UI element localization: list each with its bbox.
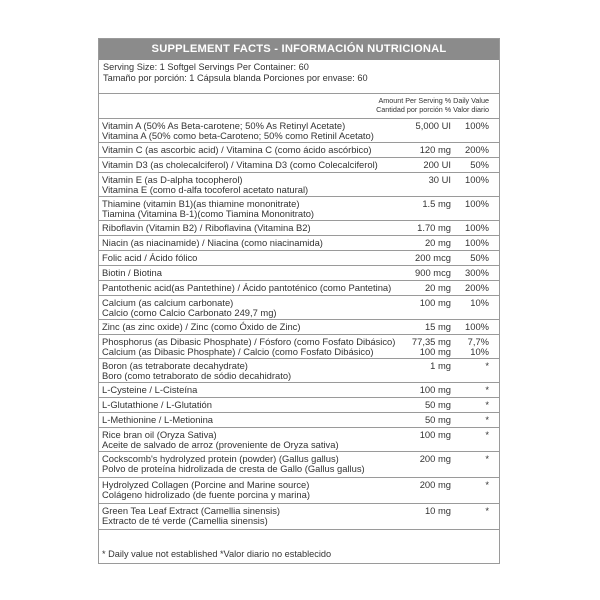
amount-per-serving — [422, 199, 451, 209]
amount-per-serving-line: 50 mg — [424, 414, 451, 425]
daily-value-line: 100% — [465, 222, 489, 233]
daily-value — [485, 506, 489, 516]
nutrient-name-line: Zinc (as zinc oxide) / Zinc (como Óxido de Zinc) — [102, 321, 301, 332]
nutrient-name-line: Boro (como tetraborato de sódio decahidrato) — [102, 370, 292, 382]
daily-value-line: 100% — [465, 321, 489, 332]
table-row — [99, 452, 499, 478]
amount-per-serving-line: 100 mg — [419, 429, 451, 440]
amount-per-serving-line: 100 mg — [419, 384, 451, 395]
daily-value — [485, 385, 489, 395]
daily-value — [465, 283, 489, 293]
nutrient-name-line: Vitamin D3 (as cholecalciferol) / Vitamina D3 (como Colecalciferol) — [102, 159, 378, 170]
nutrient-name-line: Calcium (as calcium carbonate) — [102, 297, 234, 308]
daily-value — [485, 480, 489, 490]
daily-value-line: 100% — [465, 120, 489, 131]
amount-per-serving-line: 200 mg — [419, 453, 451, 464]
nutrient-name-line: Colágeno hidrolizado (de fuente porcina y marina) — [102, 489, 310, 501]
amount-per-serving-line: 20 mg — [424, 282, 451, 293]
daily-value-line: 7,7% — [467, 336, 489, 347]
amount-per-serving-line: 50 mg — [424, 399, 451, 410]
table-row — [99, 478, 499, 504]
nutrient-name-line: Vitamin C (as ascorbic acid) / Vitamina C (como ácido ascórbico) — [102, 144, 372, 155]
amount-per-serving-line: 200 mcg — [415, 252, 451, 263]
amount-per-serving-line: 1.70 mg — [417, 222, 451, 233]
serving-info — [99, 60, 499, 94]
daily-value-line: 10% — [470, 346, 489, 358]
daily-value — [465, 175, 489, 185]
daily-value — [485, 430, 489, 440]
table-row — [99, 266, 499, 281]
amount-per-serving — [430, 361, 451, 371]
amount-per-serving-line: 77,35 mg — [411, 336, 451, 347]
supplement-facts-panel — [98, 38, 500, 564]
nutrient-name-line: Polvo de proteína hidrolizada de cresta de Gallo (Gallus gallus) — [102, 463, 365, 475]
table-row — [99, 158, 499, 173]
amount-per-serving-line: 5,000 UI — [415, 120, 451, 131]
nutrient-name-line: Biotin / Biotina — [102, 267, 162, 278]
daily-value — [465, 238, 489, 248]
nutrient-name-line: Calcium (as Dibasic Phosphate) / Calcio (como Fosfato Dibásico) — [102, 346, 374, 358]
nutrient-name-line: Folic acid / Ácido fólico — [102, 252, 198, 263]
daily-value — [470, 160, 489, 170]
daily-value — [485, 400, 489, 410]
nutrient-name-line: Tiamina (Vitamina B-1)(como Tiamina Mononitrato) — [102, 208, 315, 220]
amount-per-serving — [425, 322, 451, 332]
table-row — [99, 504, 499, 530]
column-header-labels — [376, 97, 489, 114]
table-row — [99, 221, 499, 236]
column-headers — [99, 94, 499, 119]
amount-per-serving-line: 200 mg — [419, 479, 451, 490]
nutrient-name-line: Niacin (as niacinamide) / Niacina (como niacinamida) — [102, 237, 323, 248]
table-row — [99, 320, 499, 335]
amount-per-serving-line: 100 mg — [419, 346, 451, 358]
nutrient-name-line: Rice bran oil (Oryza Sativa) — [102, 429, 217, 440]
daily-value — [465, 199, 489, 209]
amount-per-serving — [420, 298, 451, 308]
nutrient-name-line: Pantothenic acid(as Pantethine) / Ácido pantoténico (como Pantetina) — [102, 282, 392, 293]
amount-per-serving-line: 120 mg — [419, 144, 451, 155]
amount-per-serving — [416, 121, 451, 131]
amount-per-serving-line: 20 mg — [424, 237, 451, 248]
nutrient-name-line: Aceite de salvado de arroz (proveniente de Oryza sativa) — [102, 439, 339, 451]
nutrient-name-line: Vitamin A (50% As Beta-carotene; 50% As Retinyl Acetate) — [102, 120, 346, 131]
amount-per-serving — [415, 253, 451, 263]
amount-per-serving — [412, 337, 451, 358]
nutrient-name-line: L-Cysteine / L-Cisteína — [102, 384, 198, 395]
amount-per-serving-line: 100 mg — [419, 297, 451, 308]
daily-value-line: * — [485, 453, 489, 464]
nutrient-name-line: Riboflavin (Vitamin B2) / Riboflavina (Vitamina B2) — [102, 222, 311, 233]
nutrient-name-line: Vitamin E (as D-alpha tocopherol) — [102, 174, 243, 185]
table-row — [99, 428, 499, 452]
nutrient-name-line: Vitamina A (50% como beta-Caroteno; 50% como Retinil Acetato) — [102, 130, 374, 142]
nutrient-name-line: Green Tea Leaf Extract (Camellia sinensis) — [102, 505, 281, 516]
daily-value — [485, 361, 489, 371]
serving-line-es: Tamaño por porción: 1 Cápsula blanda Porciones por envase: 60 — [103, 73, 368, 83]
amount-per-serving — [420, 145, 451, 155]
amount-per-serving — [425, 506, 451, 516]
column-header-es: Cantidad por porción % Valor diario — [376, 104, 489, 114]
nutrient-name-line: Cockscomb's hydrolyzed protein (powder) (Gallus gallus) — [102, 453, 339, 464]
daily-value-line: * — [485, 414, 489, 425]
amount-per-serving-line: 10 mg — [424, 505, 451, 516]
daily-value-line: 50% — [470, 159, 489, 170]
daily-value — [470, 253, 489, 263]
table-row — [99, 335, 499, 359]
nutrient-name-line: Vitamina E (como d-alfa tocoferol acetato natural) — [102, 184, 309, 196]
daily-value — [468, 337, 489, 358]
daily-value — [465, 121, 489, 131]
nutrient-name-line: Hydrolyzed Collagen (Porcine and Marine source) — [102, 479, 310, 490]
amount-per-serving-line: 30 UI — [428, 174, 451, 185]
footnote: * Daily value not established *Valor diario no establecido — [102, 549, 332, 559]
amount-per-serving-line: 15 mg — [424, 321, 451, 332]
amount-per-serving — [415, 268, 451, 278]
nutrient-name-line: Calcio (como Calcio Carbonato 249,7 mg) — [102, 307, 277, 319]
table-row — [99, 143, 499, 158]
table-row — [99, 119, 499, 143]
table-row — [99, 383, 499, 398]
panel-title: SUPPLEMENT FACTS - INFORMACIÓN NUTRICIONAL — [99, 39, 499, 60]
table-row — [99, 359, 499, 383]
daily-value-line: 100% — [465, 237, 489, 248]
table-row — [99, 197, 499, 221]
nutrient-name-line: Phosphorus (as Dibasic Phosphate) / Fósforo (como Fosfato Dibásico) — [102, 336, 396, 347]
amount-per-serving-line: 1.5 mg — [422, 198, 451, 209]
column-header-en: Amount Per Serving % Daily Value — [378, 96, 489, 105]
amount-per-serving — [420, 385, 451, 395]
nutrient-name-line: L-Methionine / L-Metionina — [102, 414, 213, 425]
amount-per-serving — [423, 160, 451, 170]
amount-per-serving — [420, 454, 451, 464]
amount-per-serving-line: 900 mcg — [415, 267, 451, 278]
daily-value-line: 50% — [470, 252, 489, 263]
nutrient-name-line: L-Glutathione / L-Glutatión — [102, 399, 212, 410]
daily-value-line: * — [485, 399, 489, 410]
amount-per-serving — [425, 415, 451, 425]
table-row — [99, 296, 499, 320]
amount-per-serving — [425, 283, 451, 293]
daily-value-line: 100% — [465, 174, 489, 185]
daily-value — [470, 298, 489, 308]
daily-value — [485, 415, 489, 425]
daily-value-line: * — [485, 505, 489, 516]
daily-value-line: 200% — [465, 282, 489, 293]
daily-value-line: * — [485, 360, 489, 371]
nutrient-name-line: Boron (as tetraborate decahydrate) — [102, 360, 248, 371]
serving-line-en: Serving Size: 1 Softgel Servings Per Container: 60 — [103, 62, 309, 72]
nutrient-name-line: Extracto de té verde (Camellia sinensis) — [102, 515, 268, 527]
table-row — [99, 236, 499, 251]
daily-value — [485, 454, 489, 464]
amount-per-serving-line: 1 mg — [430, 360, 451, 371]
nutrient-name-line: Thiamine (vitamin B1)(as thiamine mononitrate) — [102, 198, 300, 209]
amount-per-serving — [429, 175, 451, 185]
daily-value-line: 10% — [470, 297, 489, 308]
daily-value-line: 100% — [465, 198, 489, 209]
daily-value — [465, 268, 489, 278]
daily-value — [465, 223, 489, 233]
daily-value-line: * — [485, 479, 489, 490]
amount-per-serving — [420, 430, 451, 440]
daily-value-line: * — [485, 384, 489, 395]
daily-value-line: 200% — [465, 144, 489, 155]
amount-per-serving — [420, 480, 451, 490]
nutrient-table — [99, 119, 499, 530]
daily-value — [465, 145, 489, 155]
table-row — [99, 173, 499, 197]
daily-value — [465, 322, 489, 332]
daily-value-line: 300% — [465, 267, 489, 278]
daily-value-line: * — [485, 429, 489, 440]
amount-per-serving — [425, 238, 451, 248]
amount-per-serving — [417, 223, 451, 233]
table-row — [99, 251, 499, 266]
table-row — [99, 398, 499, 413]
amount-per-serving — [425, 400, 451, 410]
table-row — [99, 413, 499, 428]
amount-per-serving-line: 200 UI — [423, 159, 451, 170]
table-row — [99, 281, 499, 296]
